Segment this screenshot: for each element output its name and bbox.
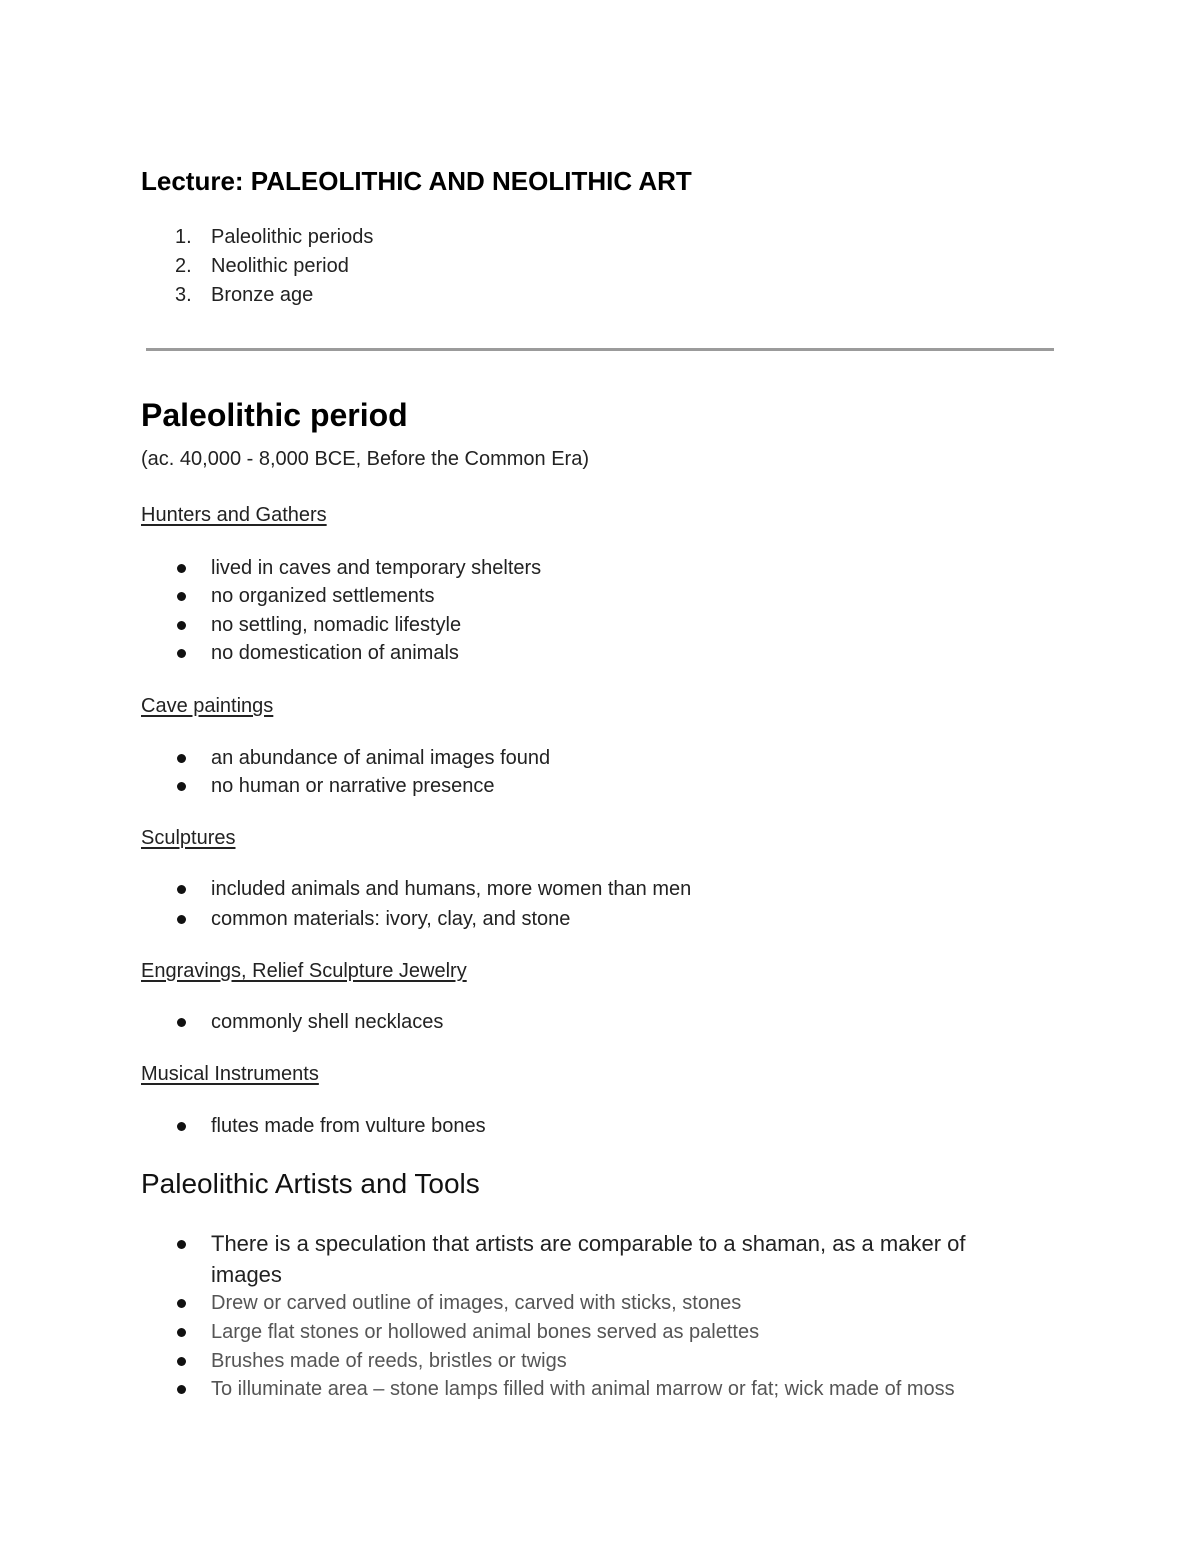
bullet-icon xyxy=(177,1328,186,1337)
bullet-icon xyxy=(177,885,186,894)
bullet-icon xyxy=(177,649,186,658)
subheading-cave-paintings: Cave paintings xyxy=(141,695,274,717)
date-range: (ac. 40,000 - 8,000 BCE, Before the Common Era) xyxy=(141,448,589,470)
bullet-icon xyxy=(177,782,186,791)
list-item-text: commonly shell necklaces xyxy=(211,1011,444,1033)
list-item-text: Brushes made of reeds, bristles or twigs xyxy=(211,1350,567,1372)
bullet-icon xyxy=(177,1385,186,1394)
bullet-icon xyxy=(177,1018,186,1027)
document-title: Lecture: PALEOLITHIC AND NEOLITHIC ART xyxy=(141,166,692,196)
list-item-text: no settling, nomadic lifestyle xyxy=(211,614,462,636)
list-item-text: included animals and humans, more women than men xyxy=(211,878,692,900)
outline-number: 3. xyxy=(175,284,192,306)
subheading-hunters-and-gathers: Hunters and Gathers xyxy=(141,504,327,526)
outline-number: 1. xyxy=(175,226,192,248)
subheading-engravings-relief-sculpture-jewelry: Engravings, Relief Sculpture Jewelry xyxy=(141,960,467,982)
bullet-icon xyxy=(177,1299,186,1308)
bullet-icon xyxy=(177,754,186,763)
outline-text: Neolithic period xyxy=(211,255,349,277)
list-item-text: flutes made from vulture bones xyxy=(211,1115,486,1137)
list-item-text: Drew or carved outline of images, carved with sticks, stones xyxy=(211,1292,742,1314)
list-item-text: an abundance of animal images found xyxy=(211,747,551,769)
list-item-text: common materials: ivory, clay, and stone xyxy=(211,908,571,930)
list-item-text: There is a speculation that artists are comparable to a shaman, as a maker of images xyxy=(211,1231,966,1287)
bullet-icon xyxy=(177,1122,186,1131)
subheading-musical-instruments: Musical Instruments xyxy=(141,1063,319,1085)
bullet-icon xyxy=(177,621,186,630)
horizontal-divider xyxy=(146,348,1054,351)
outline-text: Paleolithic periods xyxy=(211,226,374,248)
bullet-icon xyxy=(177,592,186,601)
list-item-text: no human or narrative presence xyxy=(211,775,495,797)
bullet-icon xyxy=(177,915,186,924)
section-heading-artists-and-tools: Paleolithic Artists and Tools xyxy=(141,1168,480,1199)
list-item-text: To illuminate area – stone lamps filled with animal marrow or fat; wick made of moss xyxy=(211,1378,955,1400)
list-item-text: Large flat stones or hollowed animal bones served as palettes xyxy=(211,1321,760,1343)
outline-number: 2. xyxy=(175,255,192,277)
bullet-icon xyxy=(177,1357,186,1366)
subheading-sculptures: Sculptures xyxy=(141,827,236,849)
list-item-text: no domestication of animals xyxy=(211,642,459,664)
outline-text: Bronze age xyxy=(211,284,314,306)
list-item-text: no organized settlements xyxy=(211,585,435,607)
bullet-icon xyxy=(177,1240,186,1249)
list-item-text: lived in caves and temporary shelters xyxy=(211,557,542,579)
section-heading-paleolithic-period: Paleolithic period xyxy=(141,397,408,433)
bullet-icon xyxy=(177,564,186,573)
